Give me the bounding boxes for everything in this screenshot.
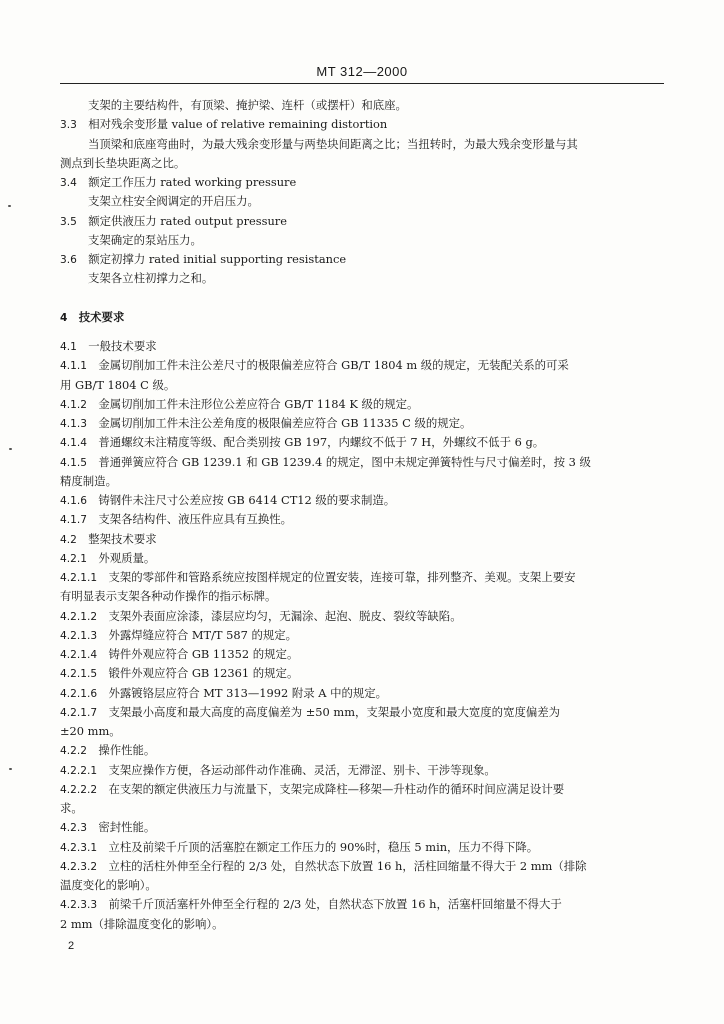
clause-line <box>60 818 638 837</box>
spacer <box>60 289 638 308</box>
clause-line <box>60 414 638 433</box>
document-body <box>60 96 638 934</box>
clause-number: 4.2.1.6 <box>60 687 98 700</box>
clause-line <box>60 626 638 645</box>
clause-number: 4.2.2 <box>60 745 87 758</box>
clause-text: 锻件外观应符合 GB 12361 的规定。 <box>108 666 299 681</box>
clause-text: 操作性能。 <box>98 743 156 758</box>
text-line <box>60 799 638 818</box>
clause-text: 在支架的额定供液压力与流量下，支架完成降柱—移架—升柱动作的循环时间应满足设计要 <box>108 781 565 796</box>
clause-text: 额定初撑力 rated initial supporting resistance <box>88 252 347 266</box>
clause-text: 一般技术要求 <box>88 339 157 353</box>
clause-line <box>60 453 638 472</box>
standard-number-header: MT 312—2000 <box>316 64 408 79</box>
clause-text: 外露镀铬层应符合 MT 313—1992 附录 A 中的规定。 <box>108 685 388 700</box>
clause-line <box>60 395 638 414</box>
clause-line <box>60 337 638 356</box>
clause-number: 4.2.3.1 <box>60 841 98 854</box>
clause-text: 额定工作压力 rated working pressure <box>88 175 297 189</box>
clause-text: 金属切削加工件未注公差尺寸的极限偏差应符合 GB/T 1804 m 级的规定，无装配关系的可采 <box>98 358 569 373</box>
text-line <box>60 231 638 250</box>
clause-line <box>60 115 638 134</box>
clause-text: 金属切削加工件未注形位公差应符合 GB/T 1184 K 级的规定。 <box>98 396 419 411</box>
clause-number: 4.2.1.7 <box>60 706 98 719</box>
text-line <box>60 472 638 491</box>
clause-number: 4.2.1.3 <box>60 629 98 642</box>
clause-text: 立柱的活柱外伸至全行程的 2/3 处，自然状态下放置 16 h，活柱回缩量不得大于 2 mm（排除 <box>108 858 587 873</box>
clause-text: 支架应操作方便，各运动部件动作准确、灵活，无滞涩、别卡、干涉等现象。 <box>108 762 496 777</box>
clause-text: 外露焊缝应符合 MT/T 587 的规定。 <box>108 627 298 642</box>
clause-text: 精度制造。 <box>60 473 117 488</box>
clause-text: 2 mm（排除温度变化的影响）。 <box>60 916 224 931</box>
scan-speck <box>9 768 12 770</box>
clause-number: 4.2 <box>60 533 77 546</box>
clause-number: 4.2.1.4 <box>60 649 98 661</box>
text-line <box>60 269 638 288</box>
clause-number: 4.1.1 <box>60 360 87 373</box>
clause-line <box>60 356 638 375</box>
clause-text: 普通螺纹未注精度等级、配合类别按 GB 197，内螺纹不低于 7 H，外螺纹不低于 6 g。 <box>98 435 545 450</box>
clause-line <box>60 491 638 510</box>
clause-text: 普通弹簧应符合 GB 1239.1 和 GB 1239.4 的规定，图中未规定弹簧特性与尺寸偏差时，按 3 级 <box>98 454 591 469</box>
scan-speck <box>9 448 12 450</box>
clause-number: 4.1.3 <box>60 418 87 430</box>
clause-number: 4.2.1.5 <box>60 668 98 681</box>
text-line <box>60 722 638 741</box>
clause-text: 当顶梁和底座弯曲时，为最大残余变形量与两垫块间距离之比；当扭转时，为最大残余变形量与其 <box>88 136 578 151</box>
text-line <box>60 96 638 115</box>
clause-line <box>60 703 638 722</box>
clause-text: 支架最小高度和最大高度的高度偏差为 ±50 mm，支架最小宽度和最大宽度的宽度偏差为 <box>108 704 561 719</box>
clause-text: 有明显表示支架各种动作操作的指示标牌。 <box>60 589 277 604</box>
clause-text: 测点到长垫块距离之比。 <box>60 155 186 170</box>
text-line <box>60 876 638 895</box>
clause-number: 4.1.4 <box>60 437 87 450</box>
clause-number: 4.2.2.2 <box>60 783 98 796</box>
clause-number: 3.3 <box>60 119 77 132</box>
clause-number: 4.1.5 <box>60 456 87 469</box>
clause-number: 3.5 <box>60 215 77 228</box>
clause-number: 4.2.1.1 <box>60 572 98 584</box>
text-line <box>60 915 638 934</box>
clause-text: 铸钢件未注尺寸公差应按 GB 6414 CT12 级的要求制造。 <box>98 493 396 507</box>
clause-number: 4.1.2 <box>60 398 87 411</box>
clause-line <box>60 857 638 876</box>
clause-line <box>60 510 638 529</box>
clause-line <box>60 780 638 799</box>
clause-text: 求。 <box>60 801 83 815</box>
clause-line <box>60 250 638 269</box>
clause-line <box>60 549 638 568</box>
clause-number: 4.1.7 <box>60 514 87 527</box>
text-line <box>60 135 638 154</box>
clause-line <box>60 173 638 192</box>
text-line <box>60 376 638 395</box>
clause-text: 支架外表面应涂漆，漆层应均匀，无漏涂、起泡、脱皮、裂纹等缺陷。 <box>108 608 462 623</box>
text-line <box>60 192 638 211</box>
clause-line <box>60 684 638 703</box>
text-line <box>60 587 638 606</box>
spacer <box>60 327 638 337</box>
header-rule <box>60 83 664 84</box>
clause-number: 4.1.6 <box>60 495 87 507</box>
clause-line <box>60 212 638 231</box>
clause-text: 立柱及前梁千斤顶的活塞腔在额定工作压力的 90%时，稳压 5 min，压力不得下降。 <box>108 839 539 854</box>
clause-line <box>60 607 638 626</box>
clause-line <box>60 530 638 549</box>
clause-line <box>60 308 638 327</box>
clause-text: ±20 mm。 <box>60 724 121 738</box>
clause-line <box>60 664 638 683</box>
clause-number: 4.2.1 <box>60 552 87 565</box>
clause-number: 4.2.3.3 <box>60 899 98 912</box>
clause-number: 4.1 <box>60 341 77 353</box>
clause-line <box>60 568 638 587</box>
page-number: 2 <box>68 940 75 952</box>
clause-line <box>60 645 638 664</box>
clause-number: 3.6 <box>60 254 77 266</box>
text-line <box>60 154 638 173</box>
clause-text: 支架各立柱初撑力之和。 <box>88 271 214 286</box>
clause-text: 技术要求 <box>78 309 125 324</box>
clause-text: 金属切削加工件未注公差角度的极限偏差应符合 GB 11335 C 级的规定。 <box>98 416 472 430</box>
clause-text: 温度变化的影响）。 <box>60 878 157 892</box>
clause-number: 4.2.1.2 <box>60 610 98 623</box>
clause-text: 外观质量。 <box>98 550 156 565</box>
clause-text: 支架各结构件、液压件应具有互换性。 <box>98 512 293 527</box>
clause-number: 4.2.3.2 <box>60 860 98 873</box>
clause-text: 整架技术要求 <box>88 531 157 546</box>
clause-text: 密封性能。 <box>98 820 156 835</box>
clause-text: 支架立柱安全阀调定的开启压力。 <box>88 194 259 209</box>
clause-number: 4.2.3 <box>60 822 87 835</box>
clause-line <box>60 433 638 452</box>
clause-line <box>60 761 638 780</box>
clause-text: 相对残余变形量 value of relative remaining distortion <box>88 117 388 132</box>
clause-text: 支架的零部件和管路系统应按图样规定的位置安装，连接可靠，排列整齐、美观。支架上要安 <box>108 570 576 584</box>
clause-number: 3.4 <box>60 177 77 189</box>
scan-speck <box>8 205 11 207</box>
clause-number: 4.2.2.1 <box>60 764 98 777</box>
clause-text: 前梁千斤顶活塞杆外伸至全行程的 2/3 处，自然状态下放置 16 h，活塞杆回缩量不得大于 <box>108 897 562 912</box>
clause-text: 支架确定的泵站压力。 <box>88 232 202 247</box>
clause-line <box>60 838 638 857</box>
clause-text: 铸件外观应符合 GB 11352 的规定。 <box>108 647 299 661</box>
clause-text: 支架的主要结构件，有顶梁、掩护梁、连杆（或摆杆）和底座。 <box>88 98 407 112</box>
clause-line <box>60 895 638 914</box>
clause-line <box>60 741 638 760</box>
clause-number: 4 <box>60 311 68 324</box>
clause-text: 用 GB/T 1804 C 级。 <box>60 377 176 392</box>
clause-text: 额定供液压力 rated output pressure <box>88 213 287 228</box>
